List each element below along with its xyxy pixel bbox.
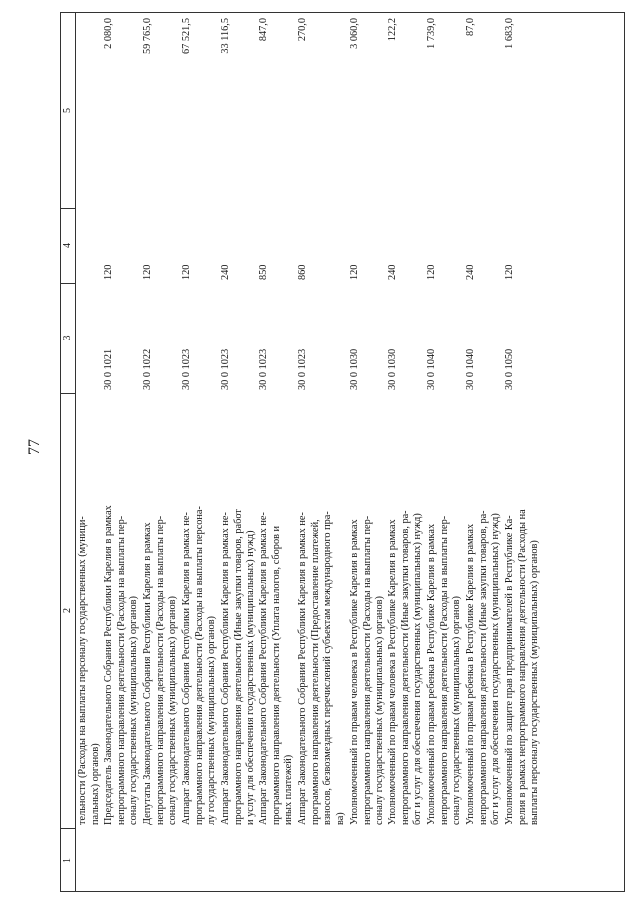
row-target-code: 30 0 1030 (348, 348, 360, 390)
row-amount: 67 521,5 (180, 18, 192, 55)
row-expense-type: 120 (348, 264, 360, 280)
row-amount: 1 683,0 (503, 18, 515, 49)
row-target-code: 30 0 1023 (258, 348, 270, 390)
column-header-4: 4 (62, 243, 73, 248)
page-number: 77 (26, 439, 43, 455)
row-target-code: 30 0 1023 (219, 348, 231, 390)
continuation-text: тельности (Расходы на выплаты персоналу государственных (муници- пальных) органов) (77, 516, 101, 825)
row-description: Аппарат Законодательного Собрания Республики Карелия в рамках не- программного направления деятельности (Уплата налогов, сборов и иных платежей) (258, 512, 295, 825)
row-target-code: 30 0 1030 (387, 348, 399, 390)
row-description: Председатель Законодательного Собрания Республики Карелия в рамках непрограммного направления деятельности (Расходы на выплаты пер- соналу государственных (муниципальных) органов) (103, 505, 140, 825)
row-expense-type: 860 (297, 264, 309, 280)
row-description: Аппарат Законодательного Собрания Республики Карелия в рамках не- программного направления деятельности (Расходы на выплаты персона- лу государственных (муниципальных) органов) (180, 506, 217, 825)
row-expense-type: 240 (219, 264, 231, 280)
row-target-code: 30 0 1022 (142, 348, 153, 390)
column-header-1: 1 (62, 858, 73, 863)
row-description: Аппарат Законодательного Собрания Республики Карелия в рамках не- программного направления деятельности (Предоставление платежей, взносов, безвозмездных перечислений субъектам международного пра- ва) (297, 511, 346, 825)
row-expense-type: 120 (426, 264, 438, 280)
column-header-2: 2 (62, 608, 73, 613)
row-description: Уполномоченный по правам человека в Республике Карелия в рамках непрограммного направления деятельности (Расходы на выплаты пер- соналу государственных (муниципальных) органов) (348, 515, 385, 825)
row-target-code: 30 0 1050 (503, 348, 515, 390)
row-expense-type: 850 (258, 264, 270, 280)
row-expense-type: 120 (180, 264, 192, 280)
row-description: Уполномоченный по защите прав предпринимателей в Республике Ка- релия в рамках непрограммного направления деятельности (Расходы на выплаты персоналу государственных (муниципальных) органов) (503, 509, 540, 825)
row-description: Уполномоченный по правам ребенка в Республике Карелия в рамках непрограммного направления деятельности (Иные закупки товаров, ра- бот и услуг для обеспечения государственных (муниципальных) нужд) (465, 510, 502, 825)
row-description: Уполномоченный по правам ребенка в Республике Карелия в рамках непрограммного направления деятельности (Расходы на выплаты пер- соналу государственных (муниципальных) органов) (426, 515, 463, 825)
row-amount: 2 080,0 (103, 18, 115, 49)
row-target-code: 30 0 1023 (297, 348, 309, 390)
row-target-code: 30 0 1040 (465, 348, 476, 390)
row-expense-type: 240 (465, 264, 476, 280)
row-target-code: 30 0 1040 (426, 348, 438, 390)
row-amount: 87,0 (465, 18, 476, 37)
row-amount: 3 060,0 (348, 18, 360, 49)
budget-table (60, 12, 625, 892)
row-description: Депутаты Законодательного Собрания Республики Карелия в рамках непрограммного направления деятельности (Расходы на выплаты пер- соналу государственных (муниципальных) органов) (142, 515, 179, 825)
row-amount: 122,2 (387, 18, 399, 42)
row-amount: 1 739,0 (426, 18, 438, 49)
row-expense-type: 120 (103, 264, 115, 280)
row-expense-type: 240 (387, 264, 399, 280)
column-header-3: 3 (62, 335, 73, 341)
row-amount: 270,0 (297, 18, 309, 42)
row-expense-type: 120 (503, 264, 515, 280)
row-amount: 59 765,0 (142, 18, 153, 55)
row-target-code: 30 0 1023 (180, 348, 192, 390)
column-header-5: 5 (62, 108, 73, 113)
row-expense-type: 120 (142, 264, 153, 280)
row-amount: 847,0 (258, 18, 270, 42)
row-description: Аппарат Законодательного Собрания Республики Карелия в рамках не- программного направления деятельности (Иные закупки товаров, работ и услуг для обеспечения государственных (муниципальных) нужд) (219, 509, 256, 825)
row-description: Уполномоченный по правам человека в Республике Карелия в рамках непрограммного направления деятельности (Иные закупки товаров, ра- бот и услуг для обеспечения государственных (муниципальных) нужд) (387, 510, 424, 825)
row-amount: 33 116,5 (219, 18, 231, 54)
row-target-code: 30 0 1021 (103, 348, 115, 390)
